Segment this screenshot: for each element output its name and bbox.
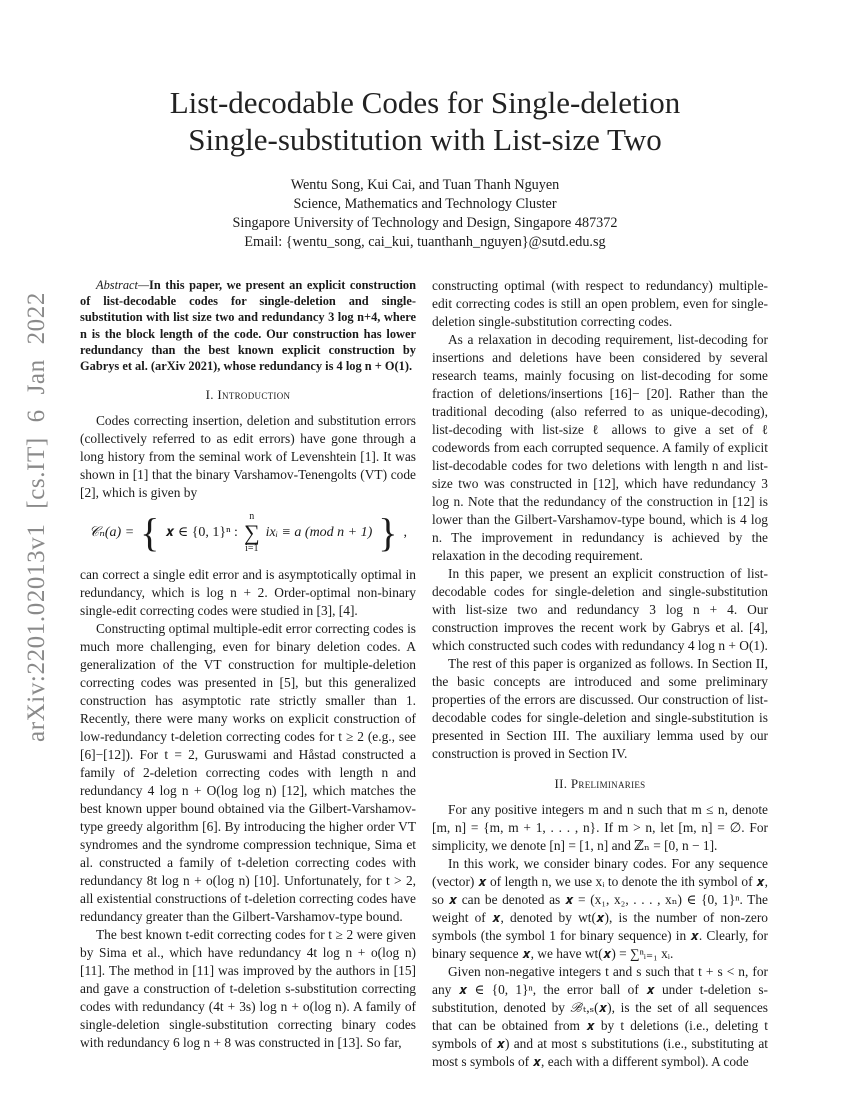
section-heading-introduction: I. Introduction xyxy=(205,387,291,403)
author-names: Wentu Song, Kui Cai, and Tuan Thanh Nguyen xyxy=(290,177,560,193)
author-email: Email: {wentu_song, cai_kui, tuanthanh_nguyen}@sutd.edu.sg xyxy=(244,234,606,250)
eq-set-start: 𝒙 ∈ {0, 1}ⁿ : xyxy=(165,525,238,541)
eq-sum-bottom: i=1 xyxy=(245,543,259,555)
intro-paragraph-2: can correct a single edit error and is asymptotically optimal in redundancy, which is log n + 2. Order-optimal non-binary single-edit correcting codes were studied in [3], [4]. xyxy=(80,567,416,619)
author-block xyxy=(0,176,850,252)
vt-code-equation xyxy=(80,512,416,554)
right-column xyxy=(432,277,768,1071)
intro-paragraph-1: Codes correcting insertion, deletion and substitution errors (collectively referred to as edit errors) have gone through a long history from the seminal work of Levenshtein [1]. It was shown in [1] that the binary Varshamov-Tenengolts (VT) code [2], which is given by xyxy=(80,413,416,501)
eq-lhs: 𝒞ₙ(a) = xyxy=(88,525,135,541)
arxiv-stamp: arXiv:2201.02013v1 [cs.IT] 6 Jan 2022 xyxy=(23,292,50,742)
prelim-paragraph-1: For any positive integers m and n such that m ≤ n, denote [m, n] = {m, m + 1, . . . , n}. If m > n, let [m, n] = ∅. For simplicity, we denote [n] = [1, n] and ℤₙ = [0, n − 1]. xyxy=(432,802,768,853)
eq-sum-top: n xyxy=(249,511,255,523)
eq-left-brace: { xyxy=(140,510,160,556)
affiliation-university: Singapore University of Technology and Design, Singapore 487372 xyxy=(232,215,618,231)
abstract-label: Abstract— xyxy=(96,278,150,292)
prelim-paragraph-3: Given non-negative integers t and s such that t + s < n, for any 𝒙 ∈ {0, 1}ⁿ, the error ball of 𝒙 under t-deletion s-substitution, denoted by ℬₜ,ₛ(𝒙), is the set of all sequences that can be obtained from 𝒙 by t deletions (i.e., deleting t symbols of 𝒙) and at most s substitutions (i.e., substituting at most s symbols of 𝒙, each with a different symbol). A code xyxy=(432,964,768,1069)
intro-paragraph-4: The best known t-edit correcting codes for t ≥ 2 were given by Sima et al., which have redundancy 4t log n + o(log n) [11]. The method in [11] was improved by the authors in [15] and gave a construction of t-deletion s-substitution correcting codes with redundancy (4t + 3s) log n + o(log n). A family of single-deletion single-substitution correcting binary codes with redundancy 6 log n + 8 was constructed in [13]. So far, xyxy=(80,927,416,1051)
affiliation-cluster: Science, Mathematics and Technology Cluster xyxy=(293,196,557,212)
eq-right-brace: } xyxy=(378,510,398,556)
intro-paragraph-3: Constructing optimal multiple-edit error correcting codes is much more challenging, even for binary deletion codes. A generalization of the VT construction for multiple-deletion correcting codes was presented in [5], but this generalized construction has asymptotic rate strictly smaller than 1. Recently, there were many works on explicit construction of low-redundancy t-deletion correcting codes for t ≥ 2 (e.g., see [6]−[12]). For t = 2, Guruswami and Håstad constructed a family of 2-deletion correcting codes with length n and redundancy 4 log n + O(log log n) [12], which matches the best known upper bound obtained via the Gilbert-Varshamov-type greedy algorithm [6]. By introducing the higher order VT syndromes and the syndrome compression technique, Sima et al. constructed a family of t-deletion correcting codes with redundancy 8t log n + o(log n) [10]. Unfortunately, for t > 2, all existential constructions of t-deletion correcting codes have redundancy greater than the Gilbert-Varshamov-type bound. xyxy=(80,621,416,925)
paper-title xyxy=(0,84,850,158)
section-heading-preliminaries: II. Preliminaries xyxy=(554,776,646,791)
title-line-1: List-decodable Codes for Single-deletion xyxy=(169,85,681,120)
prelim-paragraph-2: In this work, we consider binary codes. For any sequence (vector) 𝒙 of length n, we use xᵢ to denote the ith symbol of 𝒙, so 𝒙 can be denoted as 𝒙 = (x₁, x₂, . . . , xₙ) ∈ {0, 1}ⁿ. The weight of 𝒙, denoted by wt(𝒙), is the number of non-zero symbols (the symbol 1 for binary sequence) in 𝒙. Clearly, for binary sequence 𝒙, we have wt(𝒙) = ∑ⁿᵢ₌₁ xᵢ. xyxy=(432,856,768,961)
abstract xyxy=(80,277,416,374)
eq-body: ixᵢ ≡ a (mod n + 1) xyxy=(265,525,373,541)
intro-paragraph-7: In this paper, we present an explicit construction of list-decodable codes for single-deletion and single-substitution with list-size two and redundancy 3 log n + 4. Our construction improves the recent work by Gabrys et al. [4], which constructed such codes with redundancy 4 log n + O(1). xyxy=(432,566,768,653)
intro-paragraph-5: constructing optimal (with respect to redundancy) multiple-edit correcting codes is still an open problem, even for single-deletion single-substitution correcting codes. xyxy=(432,278,768,329)
intro-paragraph-8: The rest of this paper is organized as follows. In Section II, the basic concepts are introduced and some preliminary properties of the errors are discussed. Our construction of list-decodable codes for single-deletion and single-substitution is presented in Section III. The auxiliary lemma used by our construction is proved in Section IV. xyxy=(432,656,768,761)
eq-summation xyxy=(244,512,260,554)
left-column xyxy=(80,277,416,1052)
eq-comma: , xyxy=(403,525,407,541)
sigma-icon: ∑ xyxy=(243,520,260,546)
title-line-2: Single-substitution with List-size Two xyxy=(188,122,662,157)
abstract-text: In this paper, we present an explicit construction of list-decodable codes for single-deletion and single-substitution with list size two and redundancy 3 log n+4, where n is the block length of the code. Our construction has lower redundancy than the best known explicit construction by Gabrys et al. (arXiv 2021), whose redundancy is 4 log n + O(1). xyxy=(80,278,416,374)
intro-paragraph-6: As a relaxation in decoding requirement, list-decoding for insertions and deletions have been considered by several research teams, mainly focusing on list-decoding for some fraction of deletions/insertions [16]− [20]. Rather than the traditional decoding (also referred to as unique-decoding), list-decoding with list-size ℓ allows to give a set of ℓ codewords from each corrupted sequence. A family of explicit list-decodable codes for two deletions with length n and list-size two was constructed in [12], which have redundancy 3 log n. Note that the redundancy of the construction in [12] is lower than the Gilbert-Varshamov-type bound, which is 4 log n. The improvement in redundancy is achieved by the relaxation in the decoding requirement. xyxy=(432,332,768,563)
